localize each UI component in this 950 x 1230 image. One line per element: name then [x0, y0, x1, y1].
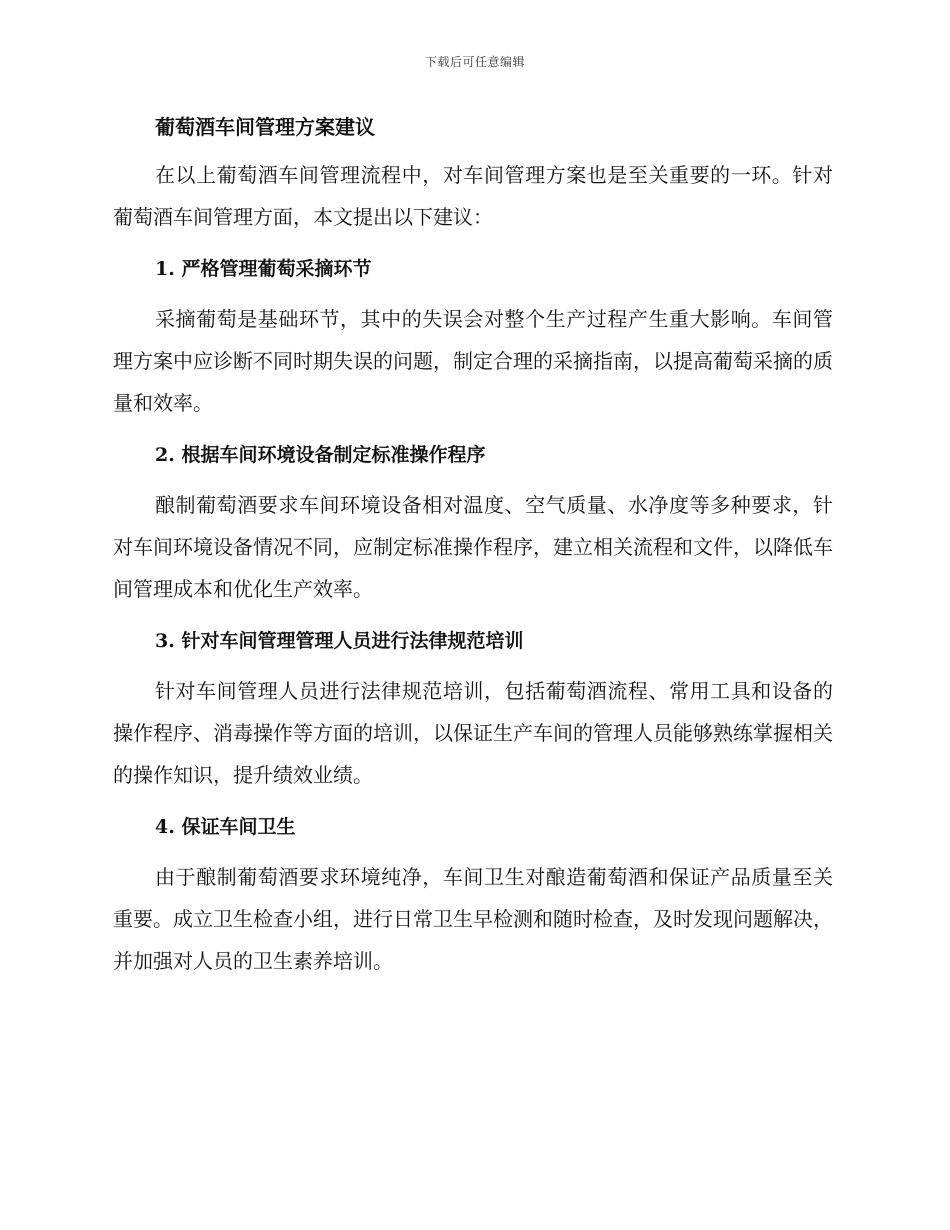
section-heading-3: 3. 针对车间管理管理人员进行法律规范培训 [155, 630, 524, 652]
section-body-3: 针对车间管理人员进行法律规范培训，包括葡萄酒流程、常用工具和设备的操作程序、消毒操作等方面的培训，以保证生产车间的管理人员能够熟练掌握相关的操作知识，提升绩效业绩。 [113, 679, 833, 787]
intro-paragraph: 在以上葡萄酒车间管理流程中，对车间管理方案也是至关重要的一环。针对葡萄酒车间管理方面，本文提出以下建议： [113, 163, 833, 229]
section-heading-2: 2. 根据车间环境设备制定标准操作程序 [155, 444, 486, 466]
section-heading-1: 1. 严格管理葡萄采摘环节 [155, 258, 372, 280]
section-body-2: 酿制葡萄酒要求车间环境设备相对温度、空气质量、水净度等多种要求，针对车间环境设备情况不同，应制定标准操作程序，建立相关流程和文件，以降低车间管理成本和优化生产效率。 [113, 493, 833, 601]
document-title: 葡萄酒车间管理方案建议 [155, 115, 375, 139]
section-heading-4: 4. 保证车间卫生 [155, 816, 296, 838]
section-body-1: 采摘葡萄是基础环节，其中的失误会对整个生产过程产生重大影响。车间管理方案中应诊断不同时期失误的问题，制定合理的采摘指南，以提高葡萄采摘的质量和效率。 [113, 307, 833, 415]
page-header-note: 下载后可任意编辑 [424, 55, 525, 69]
section-body-4: 由于酿制葡萄酒要求环境纯净，车间卫生对酿造葡萄酒和保证产品质量至关重要。成立卫生检查小组，进行日常卫生早检测和随时检查，及时发现问题解决，并加强对人员的卫生素养培训。 [113, 865, 833, 973]
document-content [113, 106, 833, 992]
